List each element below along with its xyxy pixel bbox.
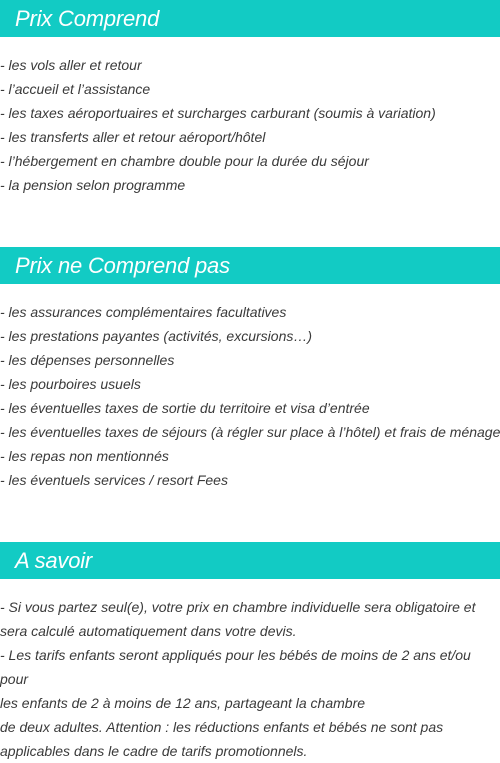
list-item: - la pension selon programme <box>0 177 186 193</box>
a-savoir-title: A savoir <box>15 547 93 573</box>
prix-comprend-title: Prix Comprend <box>15 5 160 31</box>
prix-ne-comprend-header <box>0 247 500 284</box>
prix-comprend-header <box>0 0 500 37</box>
list-item: - les transferts aller et retour aéroport/hôtel <box>0 129 266 145</box>
list-item: - les éventuels services / resort Fees <box>0 472 228 488</box>
text-line: sera calculé automatiquement dans votre devis. <box>0 623 297 639</box>
prix-ne-comprend-list <box>0 284 500 492</box>
a-savoir-header <box>0 542 500 579</box>
list-item: - les pourboires usuels <box>0 376 141 392</box>
text-line: de deux adultes. Attention : les réductions enfants et bébés ne sont pas <box>0 719 444 735</box>
text-line: les enfants de 2 à moins de 12 ans, partageant la chambre <box>0 695 366 711</box>
prix-ne-comprend-title: Prix ne Comprend pas <box>15 252 230 278</box>
prix-comprend-list <box>0 37 500 197</box>
text-line: - Les tarifs enfants seront appliqués pour les bébés de moins de 2 ans et/ou pour <box>0 647 471 687</box>
prix-comprend-section <box>0 0 500 197</box>
list-item: - les vols aller et retour <box>0 57 142 73</box>
text-line: - Si vous partez seul(e), votre prix en chambre individuelle sera obligatoire et <box>0 599 476 615</box>
list-item: - les repas non mentionnés <box>0 448 169 464</box>
list-item: - l’hébergement en chambre double pour la durée du séjour <box>0 153 369 169</box>
list-item: - les prestations payantes (activités, excursions…) <box>0 328 313 344</box>
a-savoir-text <box>0 579 500 763</box>
prix-ne-comprend-section <box>0 247 500 492</box>
a-savoir-section <box>0 542 500 763</box>
list-item: - les taxes aéroportuaires et surcharges carburant (soumis à variation) <box>0 105 436 121</box>
list-item: - les dépenses personnelles <box>0 352 175 368</box>
list-item: - les éventuelles taxes de séjours (à régler sur place à l’hôtel) et frais de ménage <box>0 424 500 440</box>
text-line: applicables dans le cadre de tarifs promotionnels. <box>0 743 308 759</box>
list-item: - l’accueil et l’assistance <box>0 81 151 97</box>
list-item: - les assurances complémentaires facultatives <box>0 304 287 320</box>
list-item: - les éventuelles taxes de sortie du territoire et visa d’entrée <box>0 400 370 416</box>
